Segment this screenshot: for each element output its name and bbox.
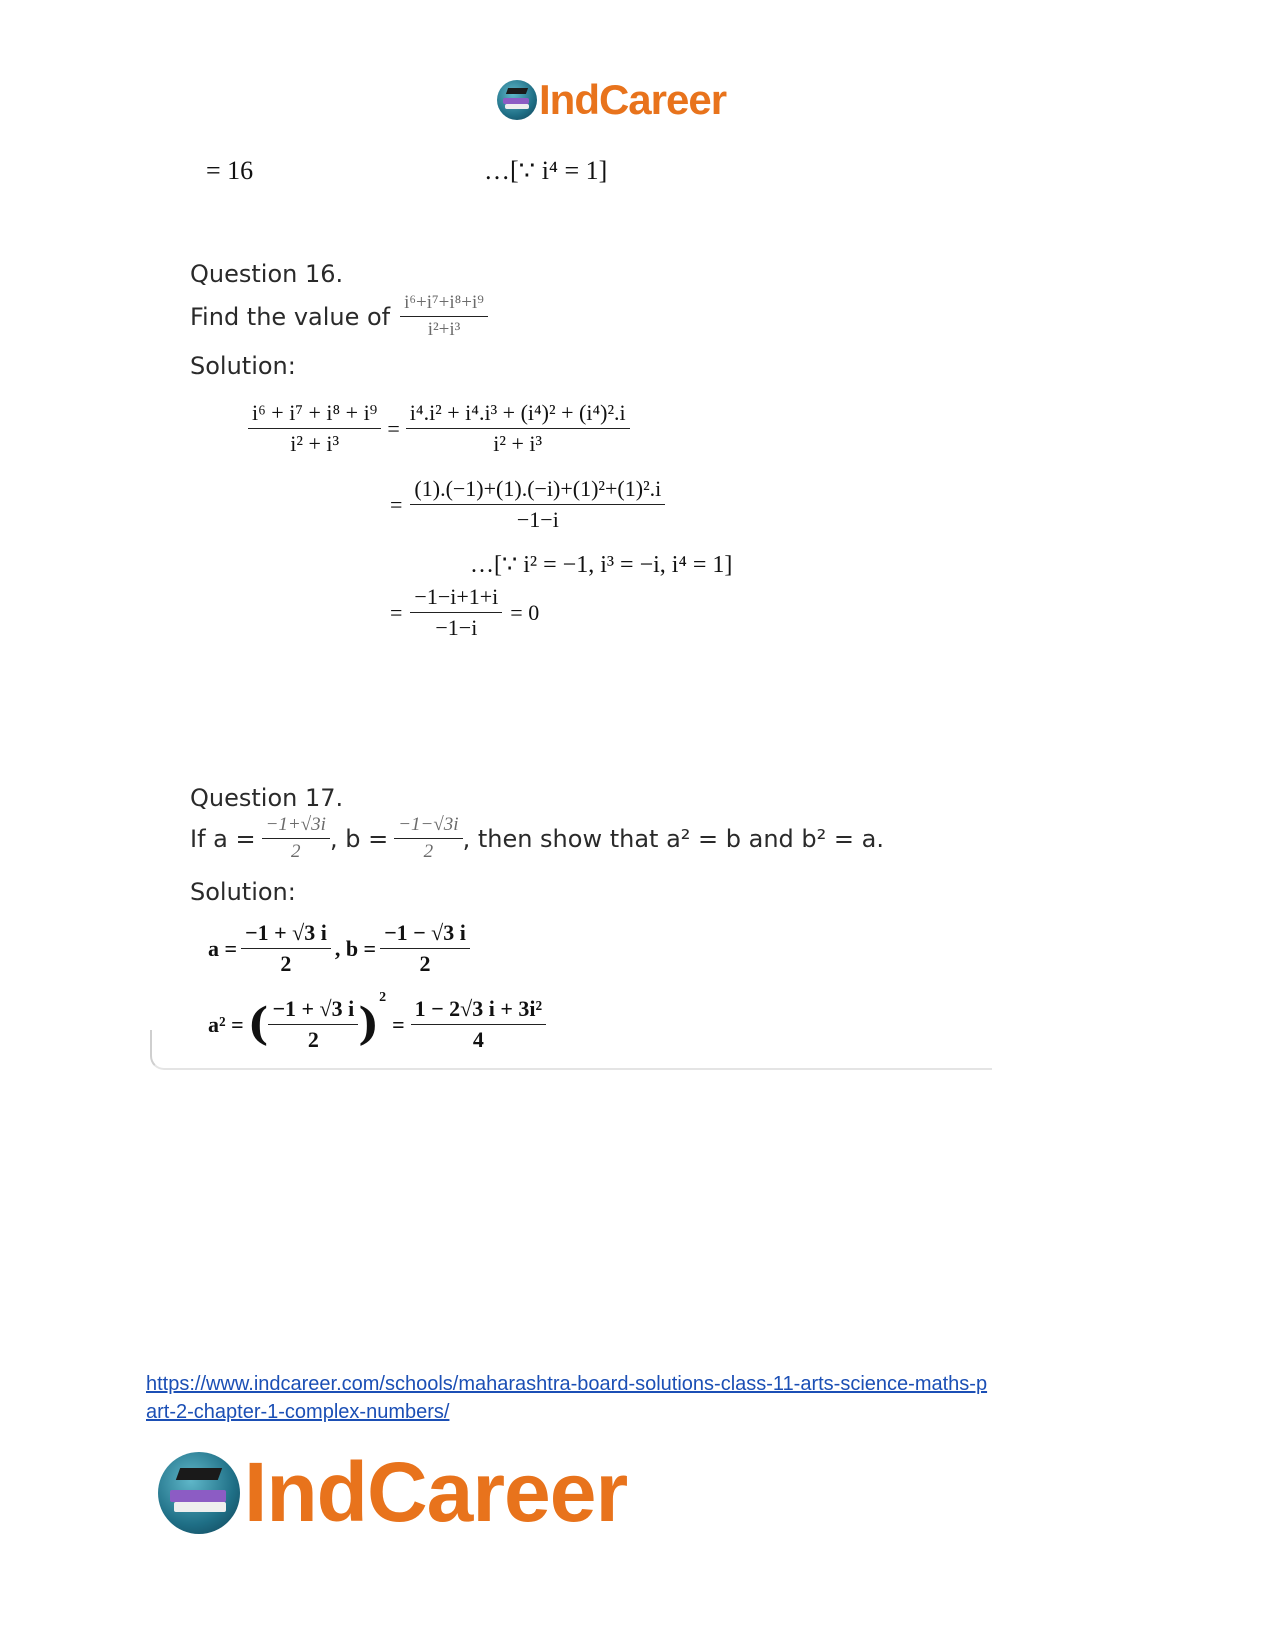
question-16-heading: Question 16. bbox=[190, 260, 344, 288]
q16-step3-num: −1−i+1+i bbox=[410, 584, 502, 613]
globe-icon bbox=[497, 80, 537, 120]
q17-b-frac bbox=[380, 920, 470, 977]
q17-a-den: 2 bbox=[280, 951, 292, 976]
q16-step3-den: −1−i bbox=[435, 615, 478, 640]
q16-step1-lhs-num: i⁶ + i⁷ + i⁸ + i⁹ bbox=[248, 400, 381, 429]
prompt-b-fraction bbox=[394, 814, 462, 863]
q16-step1-rhs bbox=[406, 400, 630, 457]
footer-logo bbox=[158, 1444, 627, 1541]
brand-name: IndCareer bbox=[244, 1445, 628, 1539]
q16-step-1: $\frac{\text{i⁶ + i⁷ + i⁸ + i⁹}}{\text{i² + i³}}$ = $\frac{\text{i⁴.i² + i⁴.i³ + (i⁴)² + (i⁴)².i}}{\text{i² + i³}}$ bbox=[248, 400, 630, 457]
prompt-b-num: −1−√3i bbox=[394, 814, 462, 839]
q17-line2-lhs: a² = bbox=[208, 1011, 244, 1037]
q17-b-num: −1 − √3 i bbox=[380, 920, 470, 949]
question-17-solution-label: Solution: bbox=[190, 878, 296, 906]
q17-a-num: −1 + √3 i bbox=[241, 920, 331, 949]
question-17-heading: Question 17. bbox=[190, 784, 344, 812]
prompt-fraction-num: i⁶+i⁷+i⁸+i⁹ bbox=[400, 292, 488, 317]
screenshot-card-edge bbox=[150, 1030, 992, 1070]
q16-step1-lhs bbox=[248, 400, 381, 457]
prev-result: = 16 bbox=[206, 156, 254, 185]
footer-url-line-2[interactable]: art-2-chapter-1-complex-numbers/ bbox=[146, 1401, 450, 1423]
q17-a-frac bbox=[241, 920, 331, 977]
q17-line2-inner-num: −1 + √3 i bbox=[268, 996, 358, 1025]
right-paren: ) bbox=[358, 998, 380, 1050]
header-logo bbox=[497, 76, 726, 124]
q16-step1-lhs-den: i² + i³ bbox=[290, 431, 340, 456]
prompt-text: Find the value of bbox=[190, 302, 391, 331]
footer-link[interactable] bbox=[146, 1370, 1146, 1426]
question-16-prompt bbox=[190, 292, 488, 341]
prompt-a-fraction bbox=[262, 814, 330, 863]
question-17-prompt bbox=[190, 814, 884, 863]
q16-step2-num: (1).(−1)+(1).(−i)+(1)²+(1)².i bbox=[410, 476, 665, 505]
q16-step1-rhs-num: i⁴.i² + i⁴.i³ + (i⁴)² + (i⁴)².i bbox=[406, 400, 630, 429]
q16-step-2: = $\frac{\text{(1).(−1)+(1).(−i)+(1)²+(1)².i}}{-1-i}$ bbox=[390, 476, 665, 533]
q17-a-label: a = bbox=[208, 935, 238, 961]
left-paren: ( bbox=[247, 998, 269, 1050]
q17-b-den: 2 bbox=[419, 951, 431, 976]
prompt-b-label: , b = bbox=[329, 824, 389, 853]
prev-reason: …[∵ i⁴ = 1] bbox=[484, 156, 608, 185]
q16-step2-den: −1−i bbox=[516, 507, 559, 532]
prompt-a-num: −1+√3i bbox=[262, 814, 330, 839]
prompt-tail: , then show that a² = b and b² = a. bbox=[462, 824, 884, 853]
prompt-fraction-den: i²+i³ bbox=[427, 319, 461, 340]
q17-line2-rhs-den: 4 bbox=[472, 1027, 484, 1052]
q17-line-1 bbox=[208, 920, 470, 977]
q17-line2-power: 2 bbox=[379, 990, 387, 1005]
q16-step-3: = $\frac{-1-i+1+i}{-1-i}$ = 0 bbox=[390, 584, 540, 640]
prompt-b-den: 2 bbox=[423, 841, 434, 862]
prompt-a-den: 2 bbox=[291, 841, 301, 862]
q16-step1-rhs-den: i² + i³ bbox=[493, 431, 543, 456]
prompt-fraction bbox=[400, 292, 488, 341]
q17-line2-eq: = bbox=[392, 1011, 405, 1037]
q17-line2-rhs-num: 1 − 2√3 i + 3i² bbox=[411, 996, 546, 1025]
q16-step3-result: = 0 bbox=[510, 599, 540, 625]
q17-line2-inner-den: 2 bbox=[307, 1027, 319, 1052]
prompt-a-label: If a = bbox=[190, 824, 256, 853]
q16-step2-frac bbox=[410, 476, 665, 533]
q16-note: …[∵ i² = −1, i³ = −i, i⁴ = 1] bbox=[470, 552, 733, 578]
q17-b-label: , b = bbox=[334, 935, 377, 961]
brand-name: IndCareer bbox=[539, 76, 727, 123]
footer-url-line-1[interactable]: https://www.indcareer.com/schools/maharashtra-board-solutions-class-11-arts-science-maths-p bbox=[146, 1373, 988, 1395]
question-16-solution-label: Solution: bbox=[190, 352, 296, 380]
q16-step3-frac bbox=[410, 584, 502, 641]
globe-icon bbox=[158, 1452, 240, 1534]
